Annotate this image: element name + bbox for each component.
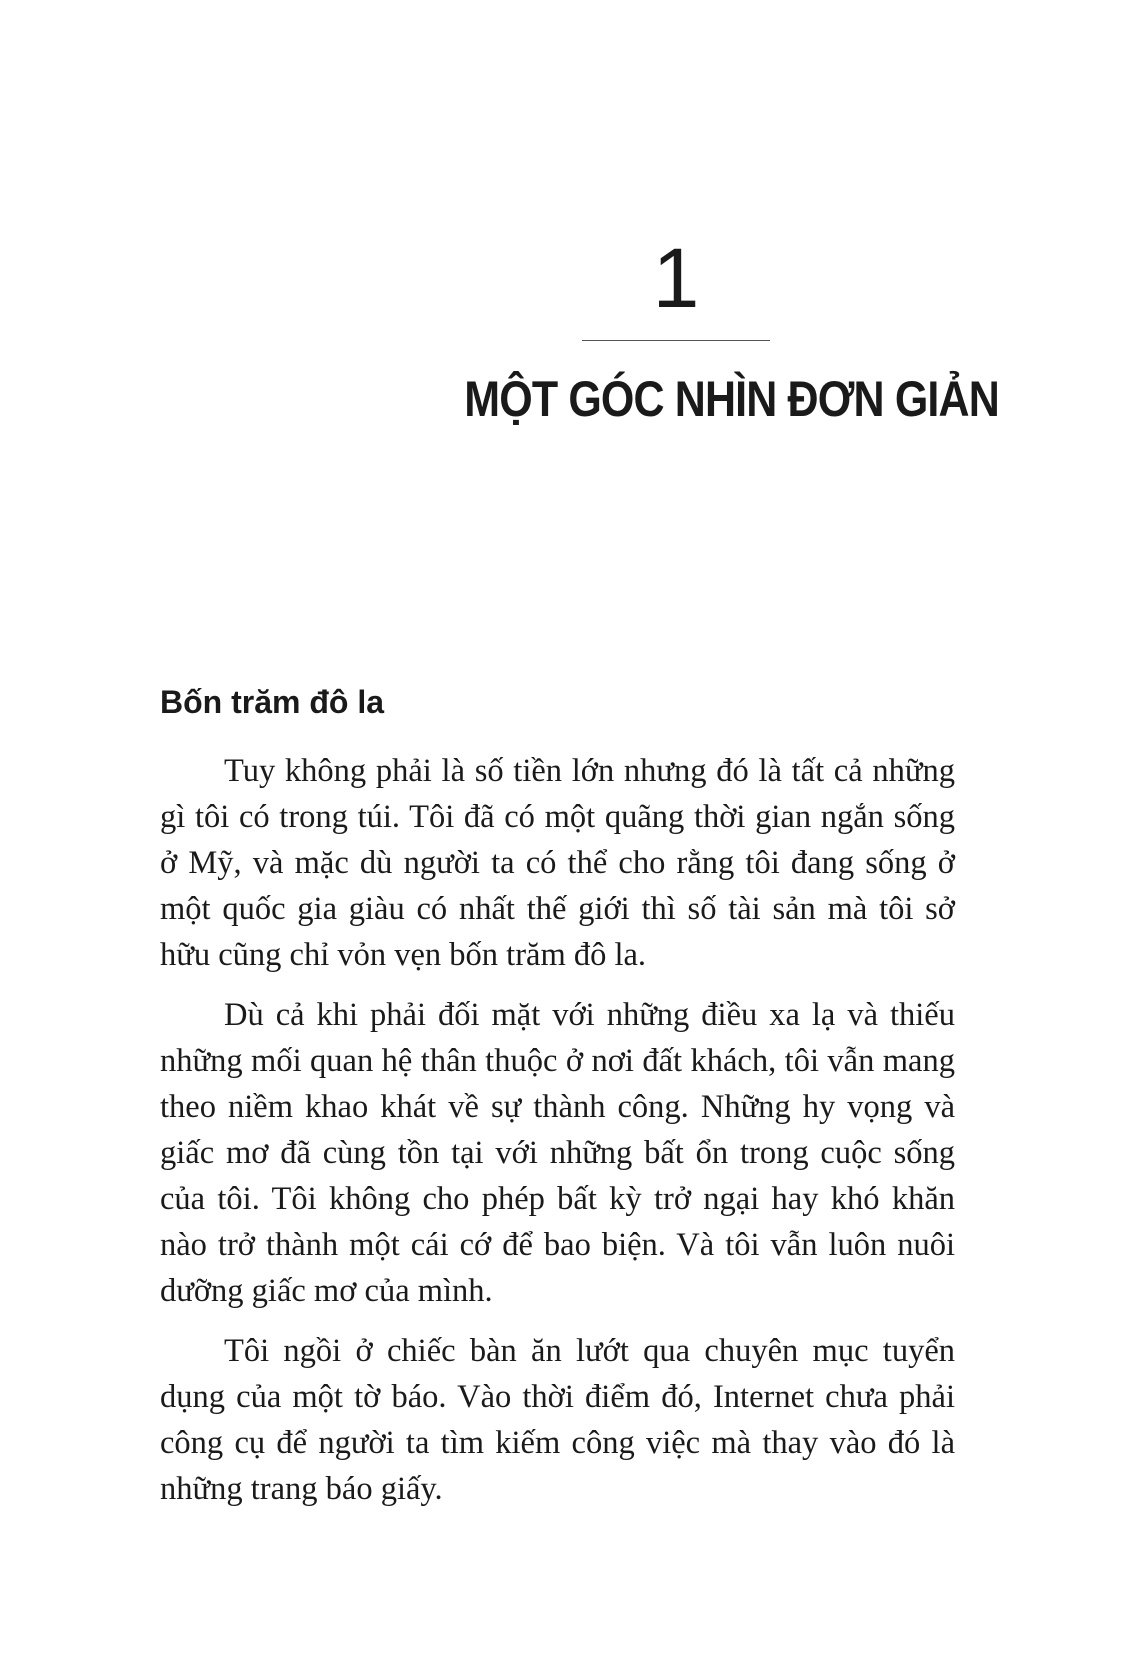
chapter-number: 1	[652, 231, 700, 325]
chapter-divider	[582, 340, 770, 341]
paragraph: Tuy không phải là số tiền lớn nhưng đó là tất cả những gì tôi có trong túi. Tôi đã có một quãng thời gian ngắn sống ở Mỹ, và mặc dù người ta có thể cho rằng tôi đang sống ở một quốc gia giàu có nhất thế giới thì số tài sản mà tôi sở hữu cũng chỉ vỏn vẹn bốn trăm đô la.	[160, 753, 955, 973]
paragraph: Tôi ngồi ở chiếc bàn ăn lướt qua chuyên mục tuyển dụng của một tờ báo. Vào thời điểm đó, Internet chưa phải công cụ để người ta tìm kiếm công việc mà thay vào đó là những trang báo giấy.	[160, 1333, 955, 1507]
paragraph: Dù cả khi phải đối mặt với những điều xa lạ và thiếu những mối quan hệ thân thuộc ở nơi đất khách, tôi vẫn mang theo niềm khao khát về sự thành công. Những hy vọng và giấc mơ đã cùng tồn tại với những bất ổn trong cuộc sống của tôi. Tôi không cho phép bất kỳ trở ngại hay khó khăn nào trở thành một cái cớ để bao biện. Và tôi vẫn luôn nuôi dưỡng giấc mơ của mình.	[160, 997, 955, 1309]
section-heading: Bốn trăm đô la	[160, 684, 385, 720]
chapter-title: MỘT GÓC NHÌN ĐƠN GIẢN	[464, 371, 999, 427]
body-text	[160, 748, 955, 1526]
